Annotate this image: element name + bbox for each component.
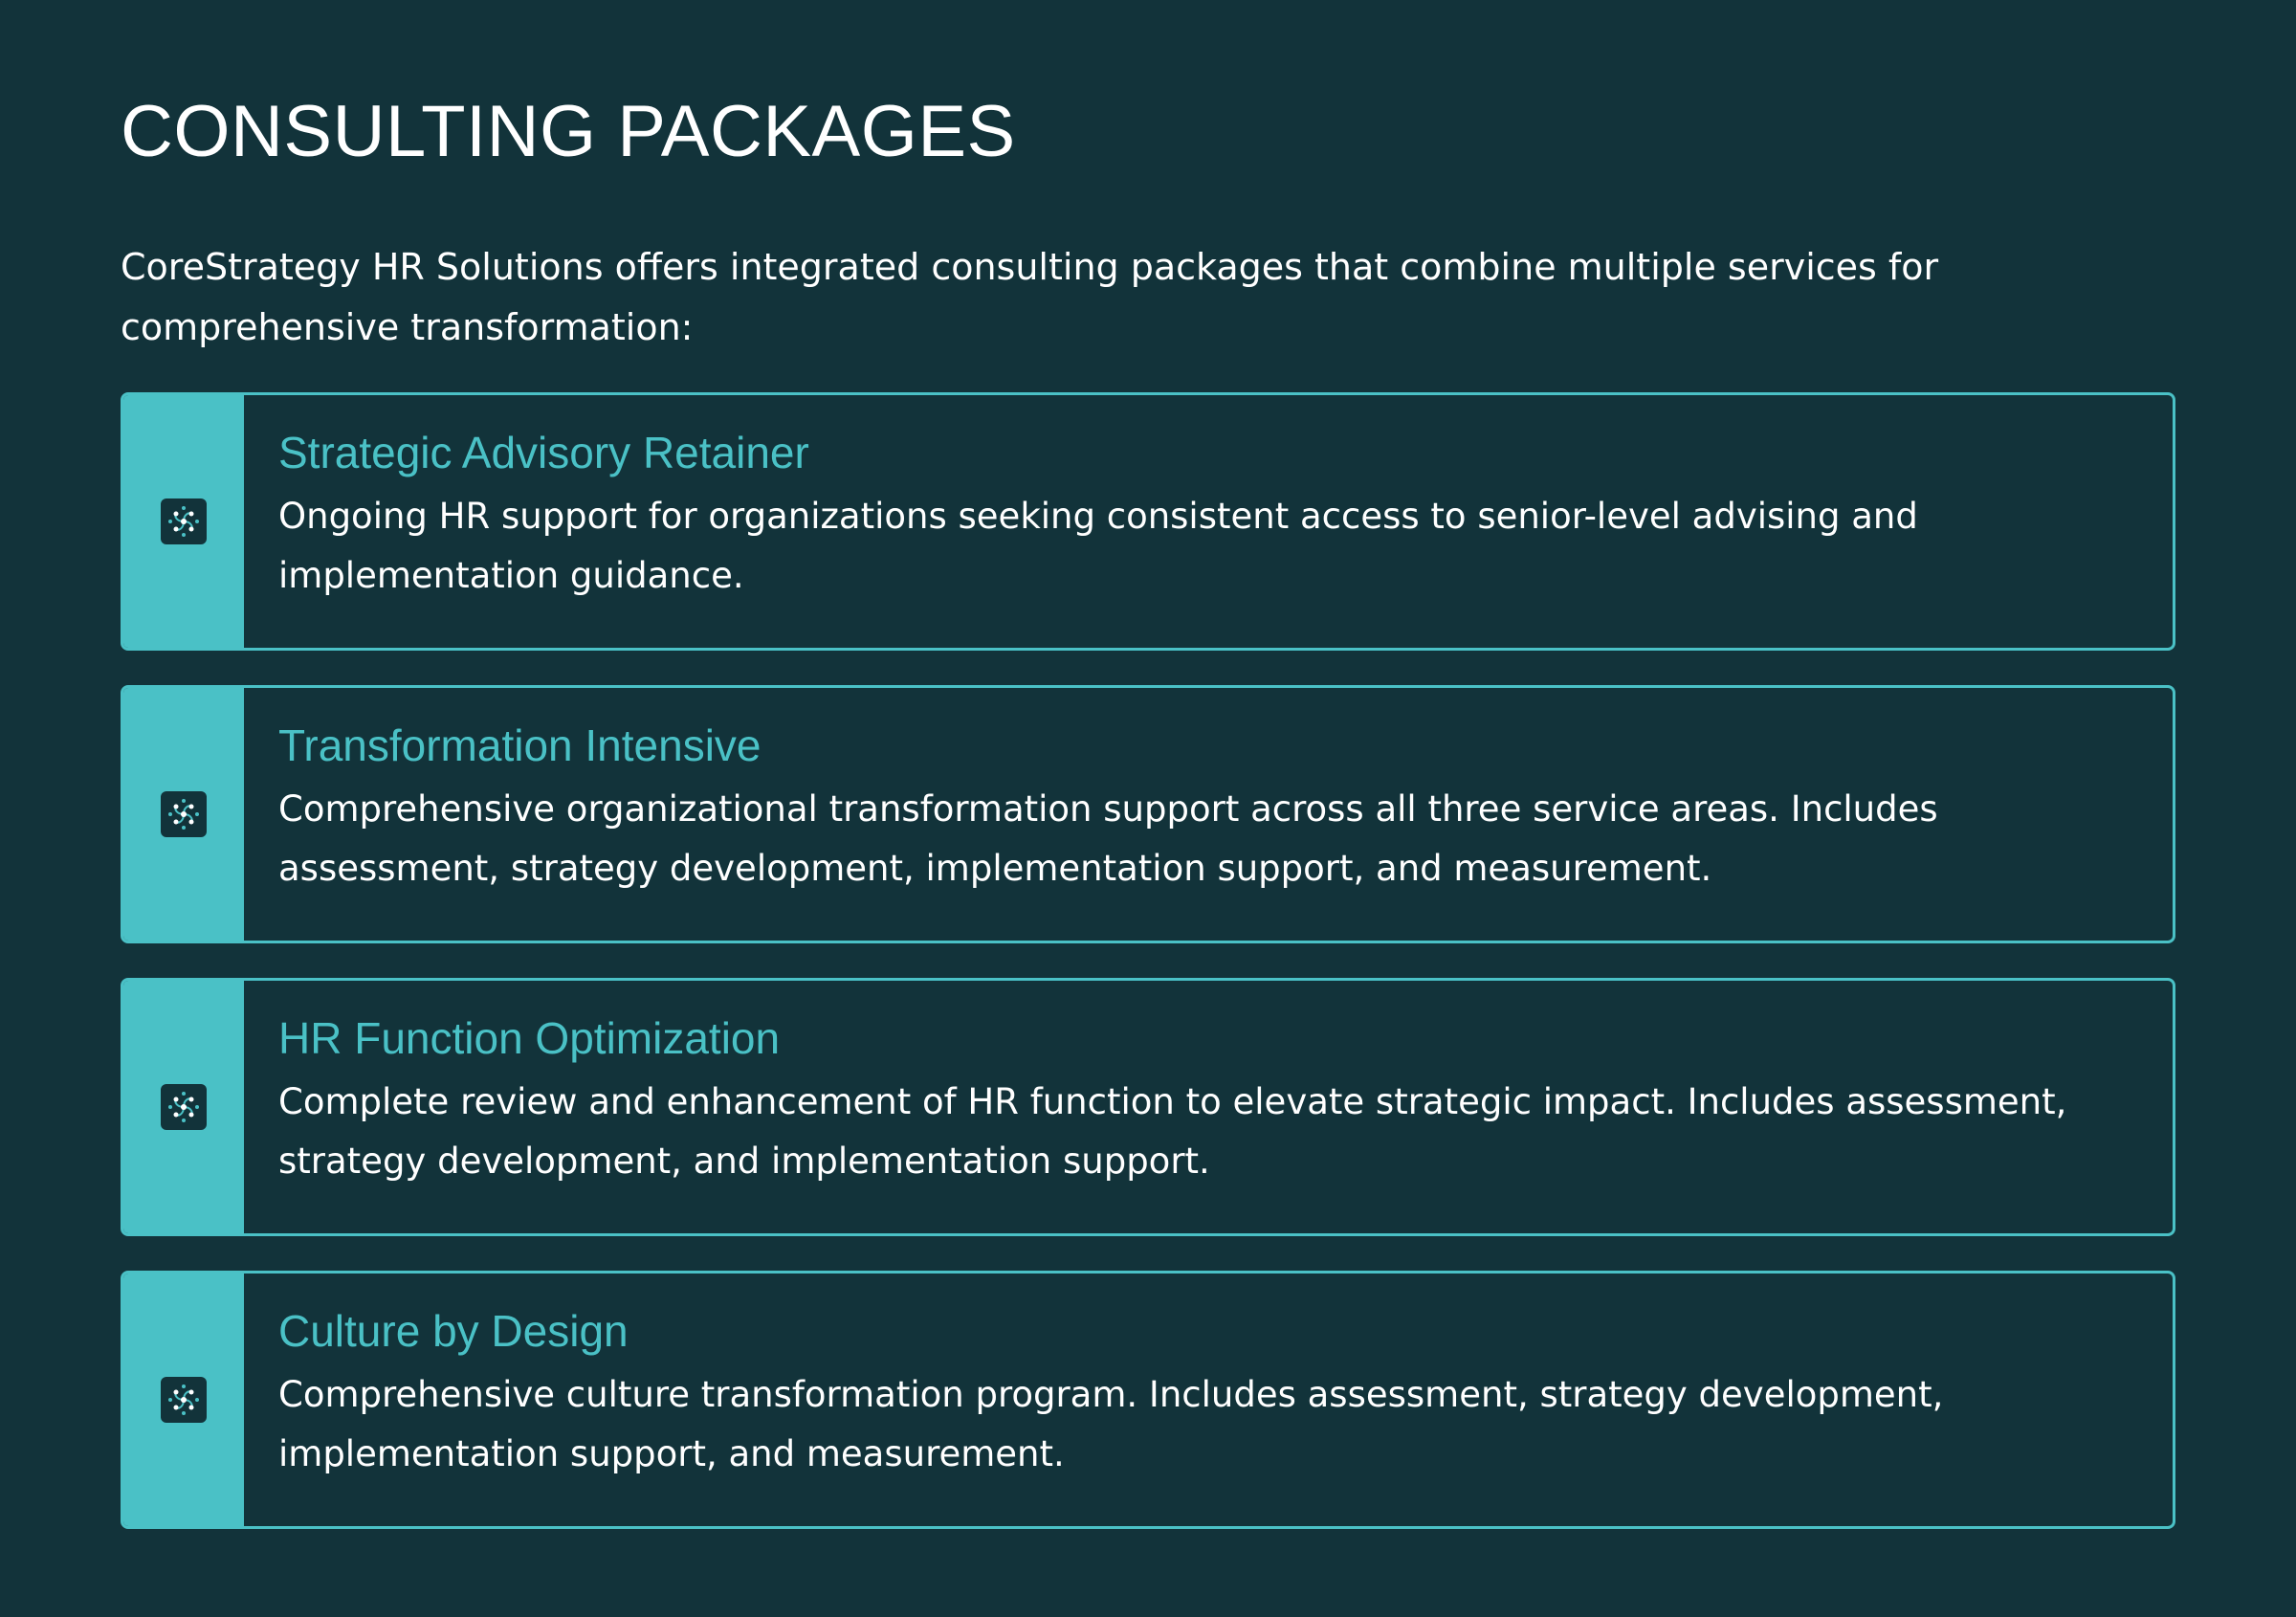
network-hub-icon (161, 1084, 207, 1130)
card-accent-rail (123, 981, 244, 1233)
network-hub-icon (161, 1377, 207, 1423)
package-card-culture-by-design (121, 1271, 2175, 1529)
card-accent-rail (123, 395, 244, 648)
card-accent-rail (123, 1274, 244, 1526)
card-body (278, 1011, 2169, 1191)
card-body (278, 1304, 2169, 1484)
page-title: CONSULTING PACKAGES (121, 91, 1016, 172)
package-description: Comprehensive organizational transformation support across all three service areas. Includes assessment, strategy development, implementation support, and measurement. (278, 788, 1938, 889)
network-hub-icon (161, 791, 207, 837)
card-accent-rail (123, 688, 244, 941)
package-title: Strategic Advisory Retainer (278, 428, 809, 477)
package-description: Complete review and enhancement of HR function to elevate strategic impact. Includes assessment, strategy development, and implementation support. (278, 1081, 2067, 1182)
card-body (278, 719, 2169, 898)
package-title: HR Function Optimization (278, 1013, 781, 1063)
package-card-hr-function-optimization (121, 978, 2175, 1236)
intro-text: CoreStrategy HR Solutions offers integrated consulting packages that combine multiple services for comprehensive transformation: (121, 246, 1939, 348)
package-list (121, 392, 2175, 1563)
package-description: Comprehensive culture transformation program. Includes assessment, strategy development, implementation support, and measurement. (278, 1374, 1944, 1474)
package-title: Culture by Design (278, 1306, 629, 1356)
package-title: Transformation Intensive (278, 720, 762, 770)
package-card-transformation-intensive (121, 685, 2175, 943)
package-description: Ongoing HR support for organizations seeking consistent access to senior-level advising and implementation guidance. (278, 496, 1918, 596)
card-body (278, 426, 2169, 606)
package-card-strategic-advisory-retainer (121, 392, 2175, 651)
network-hub-icon (161, 498, 207, 544)
